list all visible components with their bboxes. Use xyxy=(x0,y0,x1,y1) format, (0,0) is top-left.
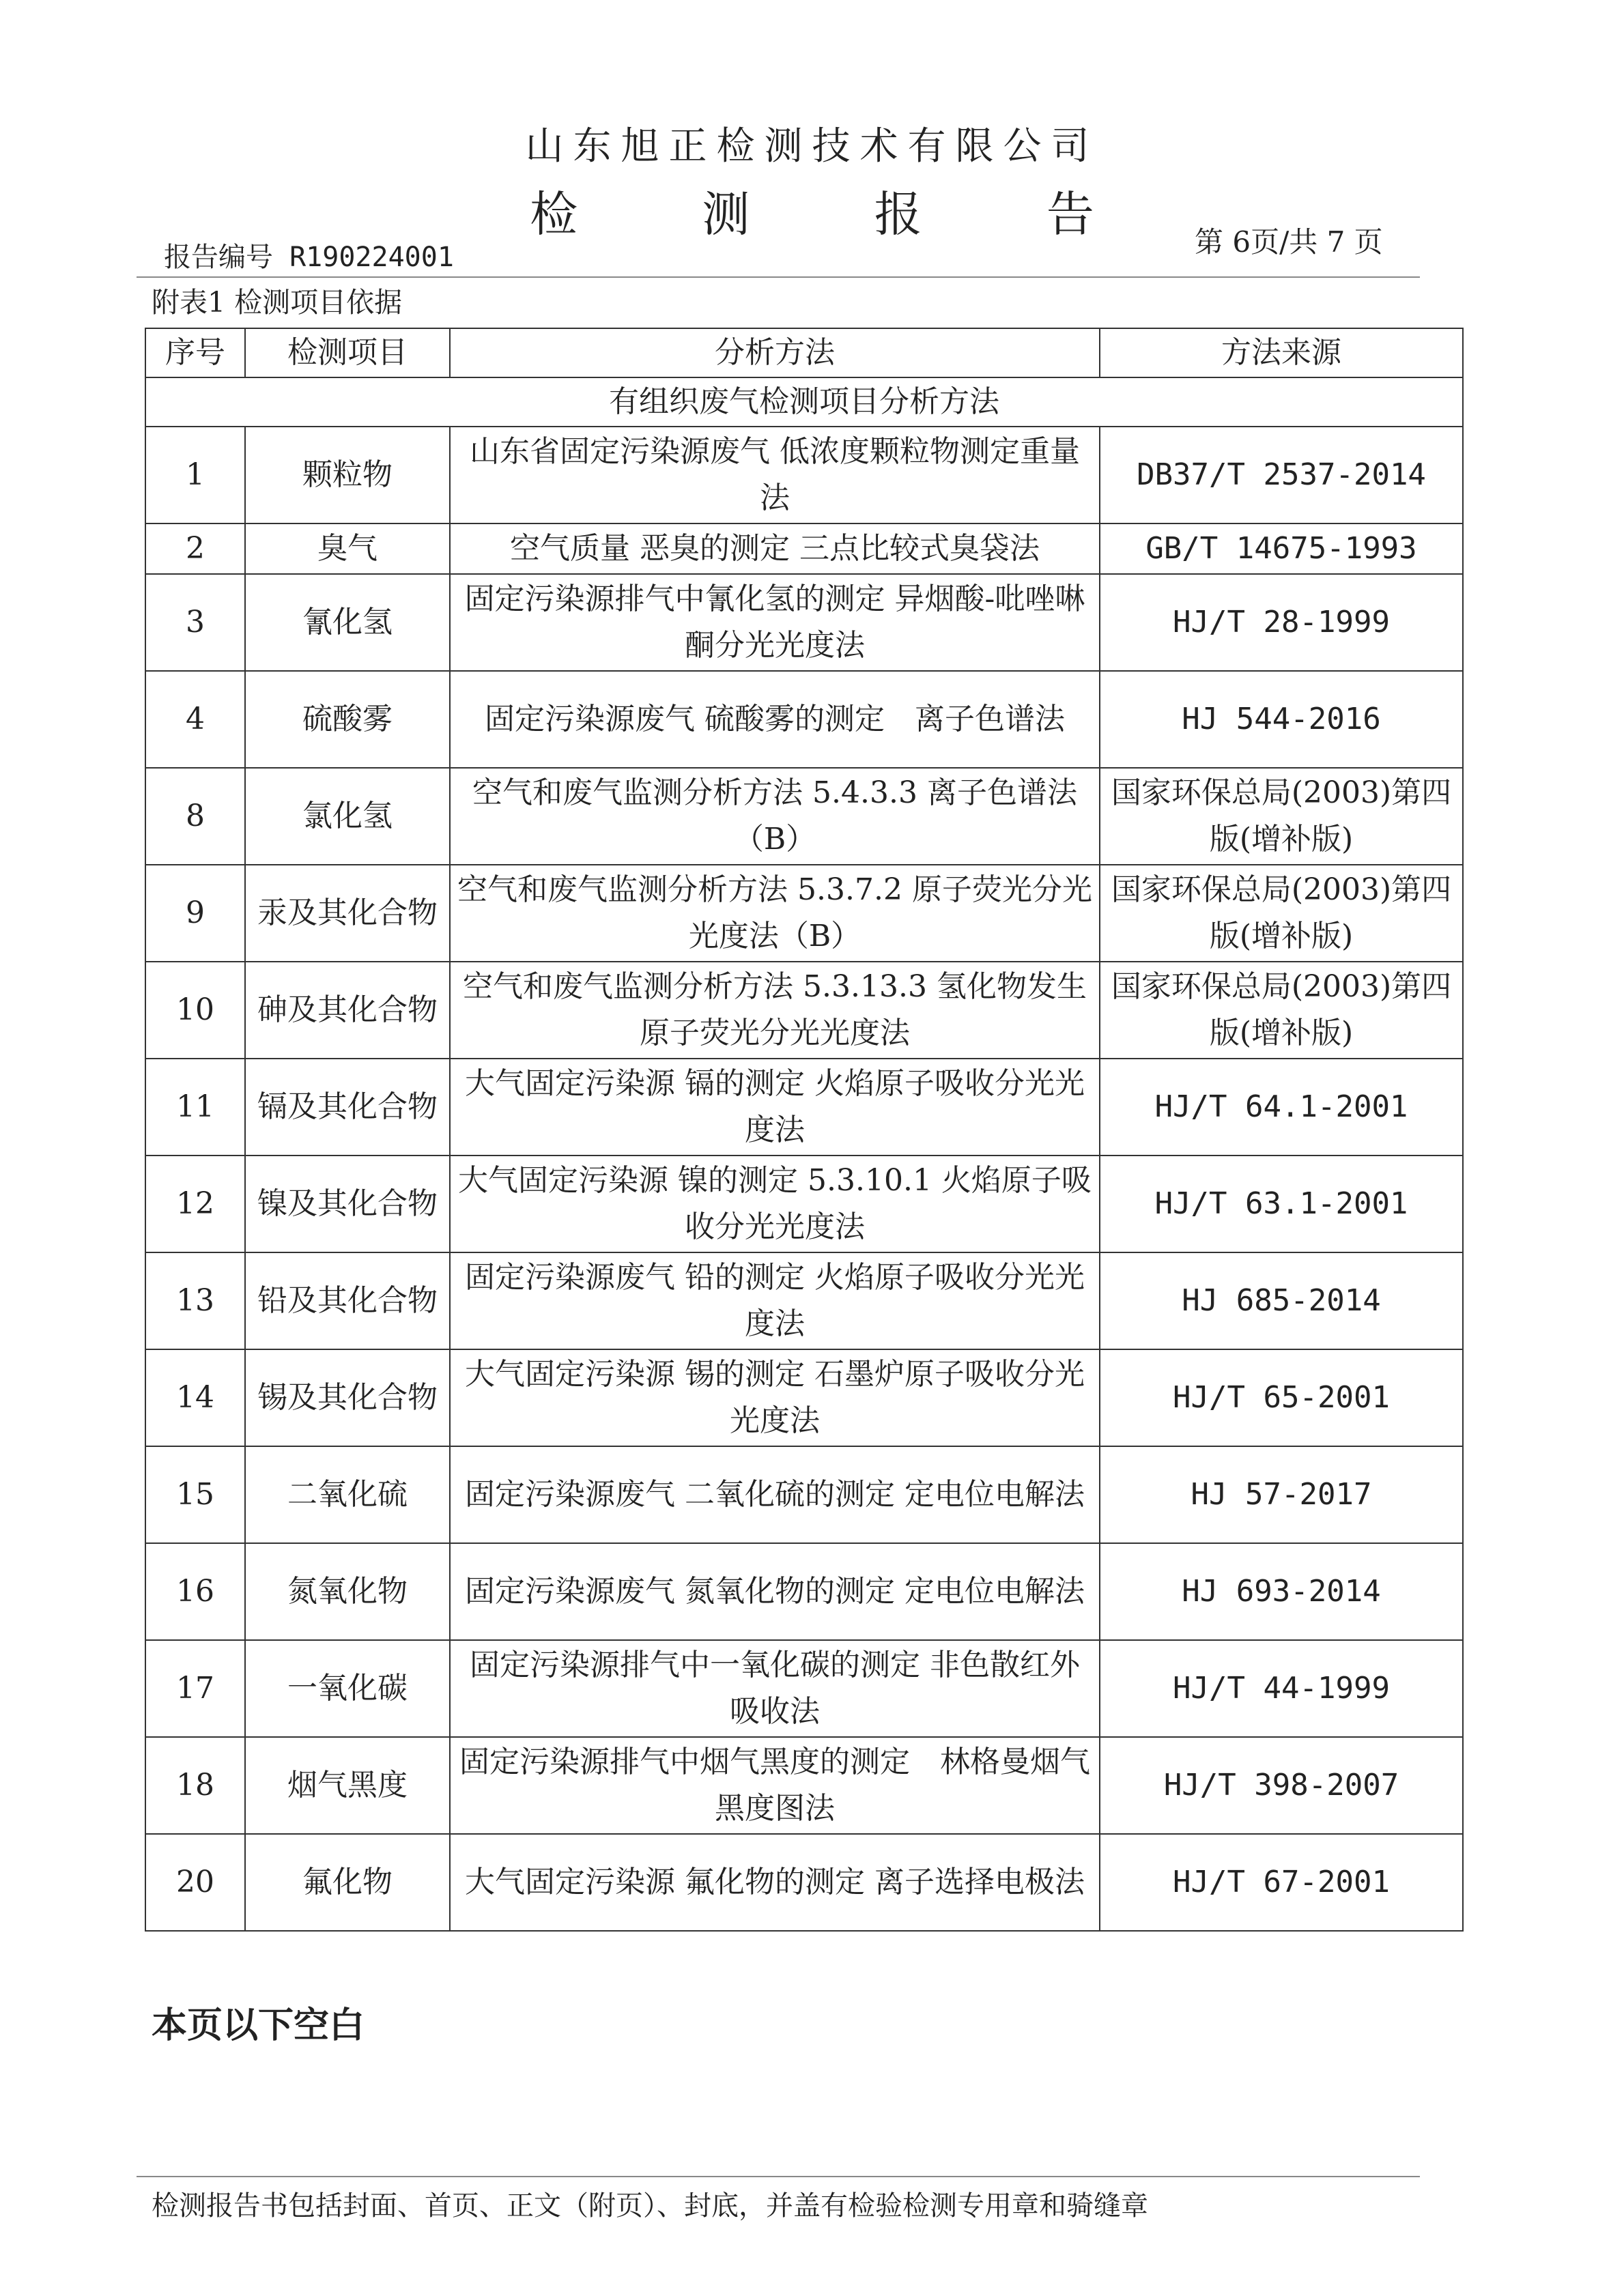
cell-no: 14 xyxy=(145,1349,245,1446)
cell-source: 国家环保总局(2003)第四版(增补版) xyxy=(1100,768,1463,865)
cell-no: 3 xyxy=(145,574,245,671)
cell-item: 镍及其化合物 xyxy=(245,1156,450,1252)
cell-item: 氯化氢 xyxy=(245,768,450,865)
table-row xyxy=(145,574,1463,671)
cell-no: 17 xyxy=(145,1640,245,1737)
table-row xyxy=(145,1834,1463,1931)
cell-source: HJ/T 67-2001 xyxy=(1100,1834,1463,1931)
column-header-method: 分析方法 xyxy=(450,328,1100,377)
cell-no: 13 xyxy=(145,1252,245,1349)
cell-source: GB/T 14675-1993 xyxy=(1100,523,1463,574)
cell-no: 12 xyxy=(145,1156,245,1252)
cell-item: 臭气 xyxy=(245,523,450,574)
cell-item: 氟化物 xyxy=(245,1834,450,1931)
section-row xyxy=(145,377,1463,427)
cell-method: 大气固定污染源 锡的测定 石墨炉原子吸收分光光度法 xyxy=(450,1349,1100,1446)
cell-source: HJ/T 44-1999 xyxy=(1100,1640,1463,1737)
cell-method: 固定污染源废气 氮氧化物的测定 定电位电解法 xyxy=(450,1543,1100,1640)
footer-note: 检测报告书包括封面、首页、正文（附页）、封底，并盖有检验检测专用章和骑缝章 xyxy=(152,2190,1148,2222)
cell-item: 氰化氢 xyxy=(245,574,450,671)
table-row xyxy=(145,1543,1463,1640)
page-indicator: 第 6页/共 7 页 xyxy=(1195,225,1383,259)
table-row xyxy=(145,1059,1463,1156)
cell-source: HJ 685-2014 xyxy=(1100,1252,1463,1349)
cell-source: HJ/T 65-2001 xyxy=(1100,1349,1463,1446)
table-row xyxy=(145,1252,1463,1349)
cell-method: 空气和废气监测分析方法 5.3.7.2 原子荧光分光光度法（B） xyxy=(450,865,1100,962)
appendix-title: 附表1 检测项目依据 xyxy=(152,286,403,319)
cell-item: 氮氧化物 xyxy=(245,1543,450,1640)
cell-method: 固定污染源排气中氰化氢的测定 异烟酸-吡唑啉酮分光光度法 xyxy=(450,574,1100,671)
cell-method: 空气质量 恶臭的测定 三点比较式臭袋法 xyxy=(450,523,1100,574)
cell-method: 空气和废气监测分析方法 5.4.3.3 离子色谱法（B） xyxy=(450,768,1100,865)
table-row xyxy=(145,671,1463,768)
blank-below-note: 本页以下空白 xyxy=(152,2005,365,2046)
cell-method: 固定污染源排气中一氧化碳的测定 非色散红外吸收法 xyxy=(450,1640,1100,1737)
method-table xyxy=(145,328,1464,1932)
table-row xyxy=(145,523,1463,574)
cell-method: 大气固定污染源 镍的测定 5.3.10.1 火焰原子吸收分光光度法 xyxy=(450,1156,1100,1252)
cell-item: 硫酸雾 xyxy=(245,671,450,768)
company-name: 山东旭正检测技术有限公司 xyxy=(525,124,1099,169)
cell-item: 一氧化碳 xyxy=(245,1640,450,1737)
cell-source: HJ 693-2014 xyxy=(1100,1543,1463,1640)
table-row xyxy=(145,1640,1463,1737)
cell-item: 镉及其化合物 xyxy=(245,1059,450,1156)
cell-method: 固定污染源废气 二氧化硫的测定 定电位电解法 xyxy=(450,1446,1100,1543)
column-header-no: 序号 xyxy=(145,328,245,377)
cell-method: 大气固定污染源 镉的测定 火焰原子吸收分光光度法 xyxy=(450,1059,1100,1156)
cell-method: 固定污染源废气 铅的测定 火焰原子吸收分光光度法 xyxy=(450,1252,1100,1349)
cell-method: 山东省固定污染源废气 低浓度颗粒物测定重量法 xyxy=(450,427,1100,523)
document-title: 检 测 报 告 xyxy=(530,186,1149,242)
cell-item: 烟气黑度 xyxy=(245,1737,450,1834)
cell-method: 固定污染源废气 硫酸雾的测定 离子色谱法 xyxy=(450,671,1100,768)
cell-source: DB37/T 2537-2014 xyxy=(1100,427,1463,523)
table-row xyxy=(145,962,1463,1059)
table-row xyxy=(145,1349,1463,1446)
cell-source: HJ/T 28-1999 xyxy=(1100,574,1463,671)
column-header-item: 检测项目 xyxy=(245,328,450,377)
cell-no: 10 xyxy=(145,962,245,1059)
footer-divider xyxy=(137,2176,1420,2177)
table-row xyxy=(145,768,1463,865)
cell-item: 锡及其化合物 xyxy=(245,1349,450,1446)
cell-no: 11 xyxy=(145,1059,245,1156)
report-number: 报告编号 R190224001 xyxy=(164,242,454,273)
cell-no: 18 xyxy=(145,1737,245,1834)
cell-source: HJ/T 64.1-2001 xyxy=(1100,1059,1463,1156)
cell-item: 铅及其化合物 xyxy=(245,1252,450,1349)
table-row xyxy=(145,1156,1463,1252)
header-divider xyxy=(137,276,1420,278)
cell-no: 20 xyxy=(145,1834,245,1931)
cell-no: 1 xyxy=(145,427,245,523)
cell-source: 国家环保总局(2003)第四版(增补版) xyxy=(1100,865,1463,962)
cell-item: 颗粒物 xyxy=(245,427,450,523)
table-row xyxy=(145,865,1463,962)
cell-method: 空气和废气监测分析方法 5.3.13.3 氢化物发生 原子荧光分光光度法 xyxy=(450,962,1100,1059)
cell-source: HJ/T 398-2007 xyxy=(1100,1737,1463,1834)
cell-no: 16 xyxy=(145,1543,245,1640)
cell-method: 大气固定污染源 氟化物的测定 离子选择电极法 xyxy=(450,1834,1100,1931)
cell-source: HJ 57-2017 xyxy=(1100,1446,1463,1543)
cell-source: HJ/T 63.1-2001 xyxy=(1100,1156,1463,1252)
cell-no: 2 xyxy=(145,523,245,574)
cell-item: 汞及其化合物 xyxy=(245,865,450,962)
cell-no: 15 xyxy=(145,1446,245,1543)
cell-item: 二氧化硫 xyxy=(245,1446,450,1543)
column-header-source: 方法来源 xyxy=(1100,328,1463,377)
cell-method: 固定污染源排气中烟气黑度的测定 林格曼烟气黑度图法 xyxy=(450,1737,1100,1834)
cell-item: 砷及其化合物 xyxy=(245,962,450,1059)
cell-no: 9 xyxy=(145,865,245,962)
section-title: 有组织废气检测项目分析方法 xyxy=(145,377,1463,427)
table-row xyxy=(145,427,1463,523)
cell-source: 国家环保总局(2003)第四版(增补版) xyxy=(1100,962,1463,1059)
cell-source: HJ 544-2016 xyxy=(1100,671,1463,768)
table-row xyxy=(145,1737,1463,1834)
cell-no: 4 xyxy=(145,671,245,768)
cell-no: 8 xyxy=(145,768,245,865)
table-header-row xyxy=(145,328,1463,377)
table-row xyxy=(145,1446,1463,1543)
